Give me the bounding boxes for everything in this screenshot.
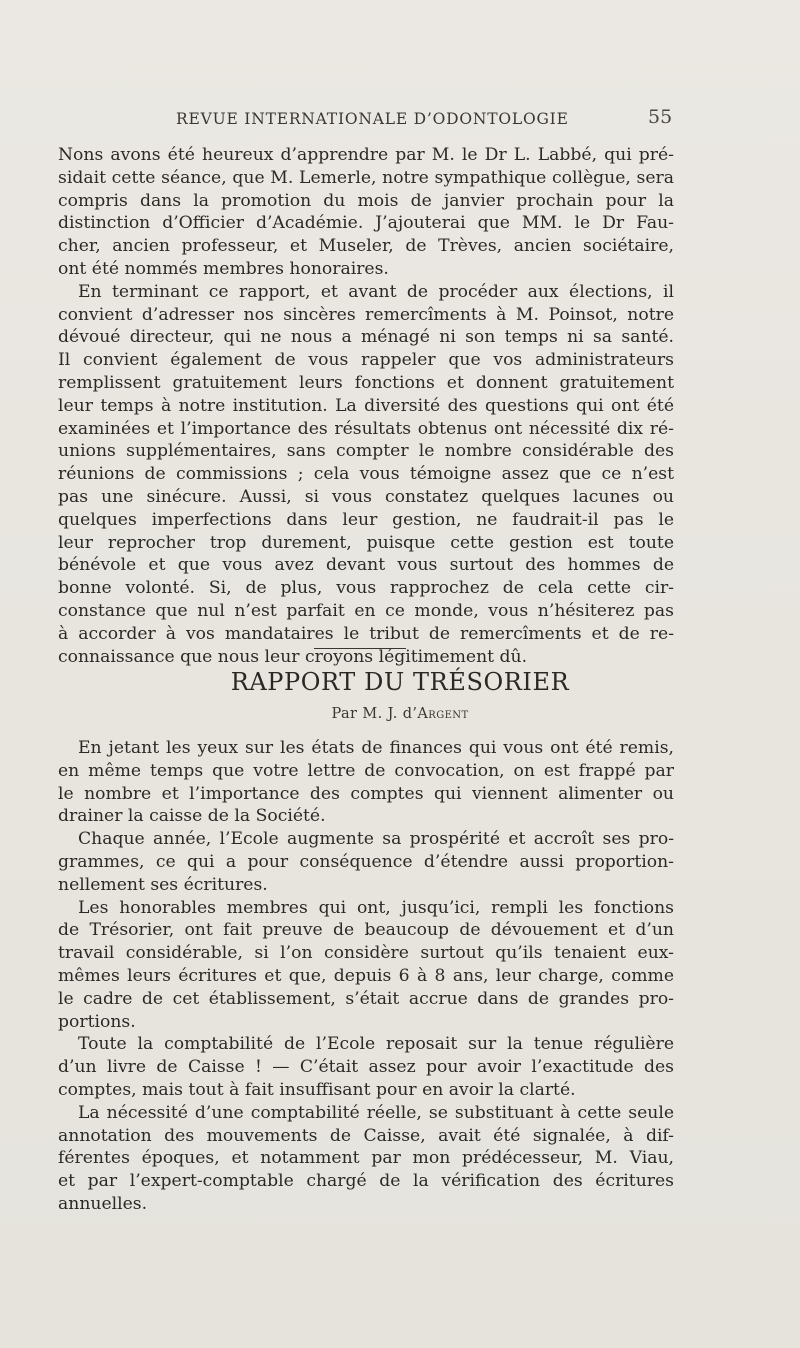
text-line: comptes, mais tout à fait insuffisant pour en avoir la clarté.	[58, 1079, 576, 1100]
text-line: sidait cette séance, que M. Lemerle, notre sympathique collègue, sera	[58, 167, 674, 188]
text-line: mêmes leurs écritures et que, depuis 6 à 8 ans, leur charge, comme	[58, 965, 674, 986]
running-head	[0, 106, 800, 134]
byline-author: Argent	[417, 706, 469, 722]
section-divider	[314, 648, 406, 649]
text-line: bénévole et que vous avez devant vous surtout des hommes de	[58, 555, 674, 576]
text-line: Les honorables membres qui ont, jusqu’ici, rempli les fonctions	[78, 897, 674, 918]
text-line: En jetant les yeux sur les états de finances qui vous ont été remis,	[78, 738, 674, 758]
text-line: réunions de commissions ; cela vous témoigne assez que ce n’est	[58, 464, 674, 485]
text-line: leur reprocher trop durement, puisque cette gestion est toute	[58, 532, 674, 553]
text-line: leur temps à notre institution. La diversité des questions qui ont été	[58, 395, 674, 416]
byline-prefix: Par M. J. d’	[331, 706, 418, 722]
text-line: En terminant ce rapport, et avant de procéder aux élections, il	[78, 281, 674, 302]
text-line: pas une sinécure. Aussi, si vous constatez quelques lacunes ou	[58, 486, 674, 507]
text-line: constance que nul n’est parfait en ce monde, vous n’hésiterez pas	[58, 600, 674, 621]
text-line: unions supplémentaires, sans compter le nombre considérable des	[58, 441, 674, 462]
text-line: quelques imperfections dans leur gestion, ne faudrait-il pas le	[58, 509, 674, 530]
text-line: connaissance que nous leur croyons légitimement dû.	[58, 646, 528, 667]
section-title: RAPPORT DU TRÉSORIER	[230, 668, 570, 696]
text-line: et par l’expert-comptable chargé de la vérification des écritures	[58, 1171, 674, 1192]
text-line: férentes époques, et notamment par mon prédécesseur, M. Viau,	[58, 1148, 674, 1169]
text-line: à accorder à vos mandataires le tribut de remercîments et de re-	[58, 623, 674, 644]
text-line: dévoué directeur, qui ne nous a ménagé ni son temps ni sa santé.	[58, 327, 674, 348]
text-line: annotation des mouvements de Caisse, avait été signalée, à dif-	[58, 1125, 674, 1146]
text-line: convient d’adresser nos sincères remercîments à M. Poinsot, notre	[58, 304, 674, 325]
running-title: REVUE INTERNATIONALE D’ODONTOLOGIE	[176, 110, 569, 128]
intro-text-block	[58, 144, 674, 668]
text-line: ont été nommés membres honoraires.	[58, 258, 389, 279]
text-line: Il convient également de vous rappeler que vos administrateurs	[58, 350, 674, 371]
text-line: bonne volonté. Si, de plus, vous rapprochez de cela cette cir-	[58, 578, 674, 599]
text-line: le nombre et l’importance des comptes qui viennent alimenter ou	[58, 783, 674, 804]
text-line: travail considérable, si l’on considère surtout qu’ils tenaient eux-	[58, 943, 674, 964]
text-line: nellement ses écritures.	[58, 874, 268, 895]
byline	[0, 706, 800, 722]
text-line: en même temps que votre lettre de convocation, on est frappé par	[58, 760, 674, 781]
text-line: La nécessité d’une comptabilité réelle, se substituant à cette seule	[78, 1102, 674, 1123]
text-line: Toute la comptabilité de l’Ecole reposait sur la tenue régulière	[78, 1034, 674, 1055]
report-text-block	[58, 737, 674, 1216]
text-line: Chaque année, l’Ecole augmente sa prospérité et accroît ses pro-	[78, 829, 674, 850]
text-line: annuelles.	[58, 1193, 148, 1214]
text-line: le cadre de cet établissement, s’était accrue dans de grandes pro-	[58, 988, 674, 1009]
text-line: compris dans la promotion du mois de janvier prochain pour la	[58, 190, 674, 211]
text-line: grammes, ce qui a pour conséquence d’étendre aussi proportion-	[58, 851, 674, 872]
text-line: cher, ancien professeur, et Museler, de Trèves, ancien sociétaire,	[58, 236, 674, 257]
page-number: 55	[648, 106, 673, 128]
text-line: remplissent gratuitement leurs fonctions et donnent gratuitement	[58, 372, 674, 393]
text-line: examinées et l’importance des résultats obtenus ont nécessité dix ré-	[58, 418, 674, 439]
text-line: portions.	[58, 1011, 136, 1032]
text-line: de Trésorier, ont fait preuve de beaucoup de dévouement et d’un	[58, 920, 674, 941]
text-line: drainer la caisse de la Société.	[58, 806, 326, 827]
text-line: Nons avons été heureux d’apprendre par M. le Dr L. Labbé, qui pré-	[58, 145, 674, 165]
text-line: distinction d’Officier d’Académie. J’ajouterai que MM. le Dr Fau-	[58, 213, 674, 234]
text-line: d’un livre de Caisse ! — C’était assez pour avoir l’exactitude des	[58, 1057, 674, 1078]
